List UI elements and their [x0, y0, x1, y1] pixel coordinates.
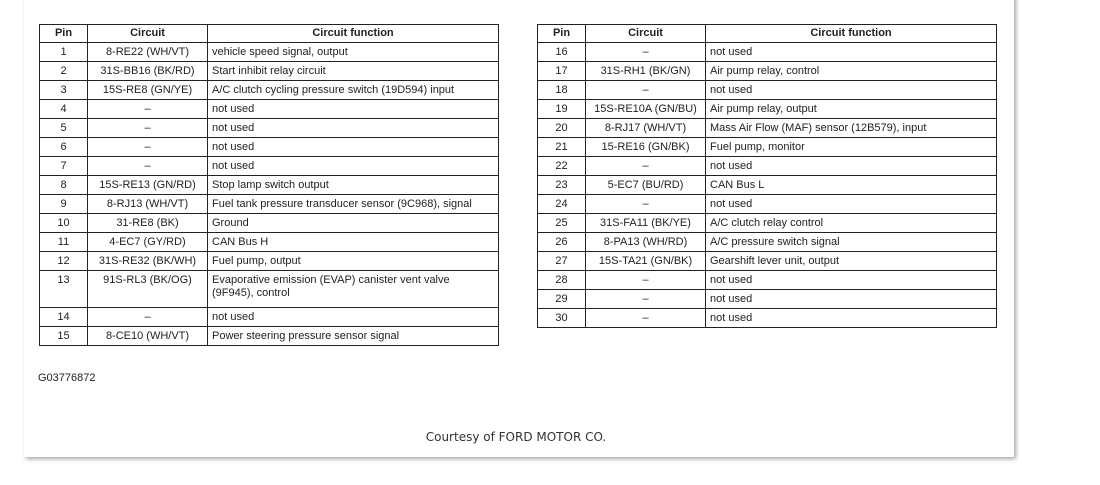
function-cell: not used	[208, 157, 499, 176]
circuit-cell: –	[88, 308, 208, 327]
function-cell: Air pump relay, output	[706, 100, 997, 119]
pin-cell: 30	[538, 309, 586, 328]
function-cell: Power steering pressure sensor signal	[208, 327, 499, 346]
function-cell: Evaporative emission (EVAP) canister vent valve (9F945), control	[208, 271, 499, 308]
pin-cell: 10	[40, 214, 88, 233]
pin-cell: 2	[40, 62, 88, 81]
circuit-cell: 15S-RE13 (GN/RD)	[88, 176, 208, 195]
pin-cell: 24	[538, 195, 586, 214]
pin-cell: 18	[538, 81, 586, 100]
function-cell: not used	[208, 100, 499, 119]
table-row	[40, 138, 499, 157]
function-cell: not used	[706, 43, 997, 62]
circuit-cell: –	[586, 81, 706, 100]
circuit-cell: 8-PA13 (WH/RD)	[586, 233, 706, 252]
pin-cell: 26	[538, 233, 586, 252]
table-row	[40, 327, 499, 346]
function-cell: CAN Bus L	[706, 176, 997, 195]
table-row	[538, 62, 997, 81]
pin-cell: 1	[40, 43, 88, 62]
table-header	[40, 25, 499, 43]
circuit-cell: 15S-RE8 (GN/YE)	[88, 81, 208, 100]
pin-cell: 15	[40, 327, 88, 346]
circuit-cell: 31S-FA11 (BK/YE)	[586, 214, 706, 233]
pin-cell: 4	[40, 100, 88, 119]
function-cell: Gearshift lever unit, output	[706, 252, 997, 271]
circuit-cell: –	[88, 157, 208, 176]
table-row	[538, 271, 997, 290]
circuit-cell: 31S-RH1 (BK/GN)	[586, 62, 706, 81]
circuit-cell: 8-RJ17 (WH/VT)	[586, 119, 706, 138]
table-row	[40, 157, 499, 176]
function-cell: Fuel pump, output	[208, 252, 499, 271]
pin-cell: 22	[538, 157, 586, 176]
courtesy-caption: Courtesy of FORD MOTOR CO.	[425, 430, 607, 444]
function-cell: Fuel tank pressure transducer sensor (9C968), signal	[208, 195, 499, 214]
table-row	[538, 309, 997, 328]
table-row	[40, 308, 499, 327]
pin-table-left	[39, 24, 499, 346]
circuit-cell: 15S-TA21 (GN/BK)	[586, 252, 706, 271]
pin-cell: 7	[40, 157, 88, 176]
function-cell: CAN Bus H	[208, 233, 499, 252]
header-circuit: Circuit	[88, 25, 208, 43]
table-row	[538, 214, 997, 233]
circuit-cell: 15S-RE10A (GN/BU)	[586, 100, 706, 119]
function-cell: A/C clutch cycling pressure switch (19D594) input	[208, 81, 499, 100]
circuit-cell: –	[586, 195, 706, 214]
circuit-cell: –	[586, 290, 706, 309]
circuit-cell: –	[88, 100, 208, 119]
header-pin: Pin	[538, 25, 586, 43]
circuit-cell: 91S-RL3 (BK/OG)	[88, 271, 208, 308]
pin-cell: 29	[538, 290, 586, 309]
function-cell: A/C pressure switch signal	[706, 233, 997, 252]
table-row	[538, 138, 997, 157]
function-cell: not used	[208, 308, 499, 327]
pin-cell: 27	[538, 252, 586, 271]
circuit-cell: 5-EC7 (BU/RD)	[586, 176, 706, 195]
pin-cell: 21	[538, 138, 586, 157]
pin-cell: 11	[40, 233, 88, 252]
table-row	[40, 119, 499, 138]
table-row	[40, 214, 499, 233]
function-cell: not used	[706, 157, 997, 176]
table-row	[538, 290, 997, 309]
function-cell: vehicle speed signal, output	[208, 43, 499, 62]
function-cell: Air pump relay, control	[706, 62, 997, 81]
pin-cell: 28	[538, 271, 586, 290]
circuit-cell: 8-RE22 (WH/VT)	[88, 43, 208, 62]
circuit-cell: 31-RE8 (BK)	[88, 214, 208, 233]
pin-cell: 19	[538, 100, 586, 119]
function-cell: A/C clutch relay control	[706, 214, 997, 233]
function-cell: not used	[208, 119, 499, 138]
table-row	[40, 252, 499, 271]
pin-cell: 25	[538, 214, 586, 233]
circuit-cell: 4-EC7 (GY/RD)	[88, 233, 208, 252]
circuit-cell: –	[586, 271, 706, 290]
table-row	[538, 43, 997, 62]
table-row	[538, 195, 997, 214]
table-row	[538, 119, 997, 138]
pin-cell: 12	[40, 252, 88, 271]
header-circuit: Circuit	[586, 25, 706, 43]
table-row	[40, 195, 499, 214]
header-function: Circuit function	[208, 25, 499, 43]
pin-cell: 6	[40, 138, 88, 157]
function-cell: not used	[706, 271, 997, 290]
pin-cell: 23	[538, 176, 586, 195]
table-row	[40, 271, 499, 308]
circuit-cell: 31S-BB16 (BK/RD)	[88, 62, 208, 81]
table-row	[40, 233, 499, 252]
header-function: Circuit function	[706, 25, 997, 43]
table-row	[40, 43, 499, 62]
circuit-cell: 31S-RE32 (BK/WH)	[88, 252, 208, 271]
table-header	[538, 25, 997, 43]
pin-cell: 9	[40, 195, 88, 214]
pin-cell: 8	[40, 176, 88, 195]
function-cell: not used	[706, 309, 997, 328]
table-row	[40, 81, 499, 100]
table-row	[40, 176, 499, 195]
circuit-cell: –	[586, 309, 706, 328]
circuit-cell: 15-RE16 (GN/BK)	[586, 138, 706, 157]
function-cell: Start inhibit relay circuit	[208, 62, 499, 81]
function-cell: not used	[706, 81, 997, 100]
pin-cell: 13	[40, 271, 88, 308]
circuit-cell: 8-RJ13 (WH/VT)	[88, 195, 208, 214]
table-row	[40, 100, 499, 119]
table-row	[538, 176, 997, 195]
function-cell: Mass Air Flow (MAF) sensor (12B579), input	[706, 119, 997, 138]
table-row	[40, 62, 499, 81]
function-cell: not used	[706, 290, 997, 309]
function-cell: Ground	[208, 214, 499, 233]
circuit-cell: –	[88, 138, 208, 157]
circuit-cell: 8-CE10 (WH/VT)	[88, 327, 208, 346]
table-row	[538, 233, 997, 252]
pin-cell: 5	[40, 119, 88, 138]
circuit-cell: –	[88, 119, 208, 138]
table-row	[538, 252, 997, 271]
pin-table-right	[537, 24, 997, 328]
figure-id: G03776872	[38, 372, 96, 384]
pin-cell: 20	[538, 119, 586, 138]
circuit-cell: –	[586, 43, 706, 62]
pin-cell: 17	[538, 62, 586, 81]
pin-cell: 14	[40, 308, 88, 327]
function-cell: not used	[208, 138, 499, 157]
pin-cell: 16	[538, 43, 586, 62]
function-cell: not used	[706, 195, 997, 214]
pin-cell: 3	[40, 81, 88, 100]
function-cell: Stop lamp switch output	[208, 176, 499, 195]
header-pin: Pin	[40, 25, 88, 43]
circuit-cell: –	[586, 157, 706, 176]
table-row	[538, 100, 997, 119]
table-row	[538, 81, 997, 100]
table-row	[538, 157, 997, 176]
function-cell: Fuel pump, monitor	[706, 138, 997, 157]
